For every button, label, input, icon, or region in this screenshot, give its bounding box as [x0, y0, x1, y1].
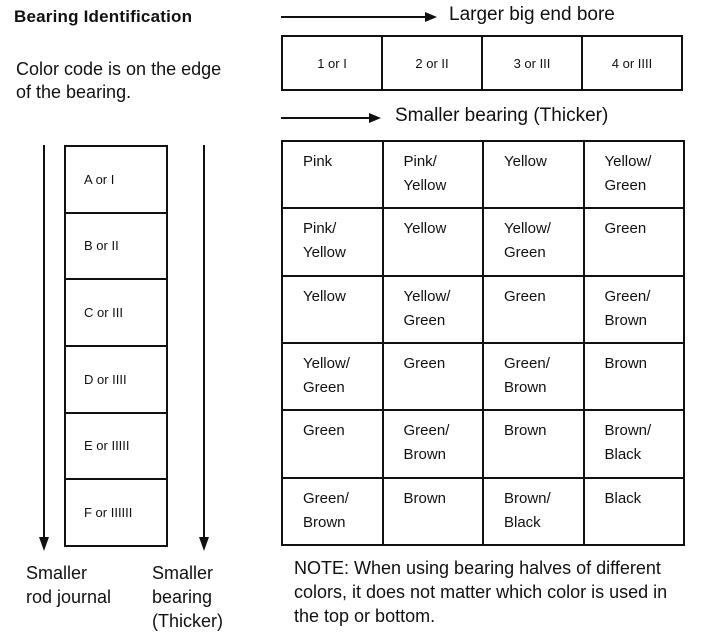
grid-cell: Green/ Brown [383, 410, 484, 477]
grid-cell: Brown/ Black [584, 410, 685, 477]
middle-arrow-label: Smaller bearing (Thicker) [395, 105, 609, 126]
grid-cell: Green/ Brown [282, 478, 383, 545]
column-header: 4 or IIII [582, 36, 682, 90]
column-header: 1 or I [282, 36, 382, 90]
top-arrow-label: Larger big end bore [449, 4, 615, 25]
middle-arrow-line [281, 117, 371, 119]
grid-row [282, 343, 684, 410]
grid-cell: Green/ Brown [483, 343, 584, 410]
footnote: NOTE: When using bearing halves of different colors, it does not matter which color is used in the top or bottom. [294, 558, 668, 626]
top-arrow-line [281, 16, 427, 18]
row-label-table [64, 145, 168, 547]
left-down-arrow-head-icon [39, 537, 49, 551]
grid-cell: Green [383, 343, 484, 410]
grid-row [282, 410, 684, 477]
column-header-table [281, 35, 683, 91]
grid-cell: Yellow/ Green [383, 276, 484, 343]
right-down-arrow-head-icon [199, 537, 209, 551]
right-down-arrow-line [203, 145, 205, 539]
grid-row [282, 141, 684, 208]
grid-cell: Green [584, 208, 685, 275]
grid-cell: Pink/ Yellow [282, 208, 383, 275]
page-title: Bearing Identification [14, 7, 193, 26]
grid-cell: Brown [383, 478, 484, 545]
grid-cell: Brown/ Black [483, 478, 584, 545]
row-label: C or III [65, 279, 167, 346]
grid-cell: Pink [282, 141, 383, 208]
grid-cell: Black [584, 478, 685, 545]
column-header: 2 or II [382, 36, 482, 90]
grid-row [282, 276, 684, 343]
grid-row [282, 478, 684, 545]
grid-cell: Green [282, 410, 383, 477]
grid-cell: Yellow/ Green [584, 141, 685, 208]
grid-cell: Yellow/ Green [282, 343, 383, 410]
grid-cell: Brown [483, 410, 584, 477]
grid-cell: Pink/ Yellow [383, 141, 484, 208]
row-label: E or IIIII [65, 413, 167, 480]
bearing-color-grid [281, 140, 685, 546]
column-header: 3 or III [482, 36, 582, 90]
grid-cell: Yellow/ Green [483, 208, 584, 275]
right-bottom-label: Smaller bearing (Thicker) [152, 563, 223, 631]
color-code-note: Color code is on the edge of the bearing. [16, 59, 222, 102]
row-label: A or I [65, 146, 167, 213]
top-arrow-head-icon [425, 12, 437, 22]
left-bottom-label: Smaller rod journal [26, 563, 112, 607]
row-label: F or IIIIII [65, 479, 167, 546]
grid-cell: Yellow [383, 208, 484, 275]
left-down-arrow-line [43, 145, 45, 539]
row-label: B or II [65, 213, 167, 280]
grid-row [282, 208, 684, 275]
grid-cell: Brown [584, 343, 685, 410]
middle-arrow-head-icon [369, 113, 381, 123]
grid-cell: Yellow [483, 141, 584, 208]
grid-cell: Yellow [282, 276, 383, 343]
row-label: D or IIII [65, 346, 167, 413]
grid-cell: Green [483, 276, 584, 343]
grid-cell: Green/ Brown [584, 276, 685, 343]
